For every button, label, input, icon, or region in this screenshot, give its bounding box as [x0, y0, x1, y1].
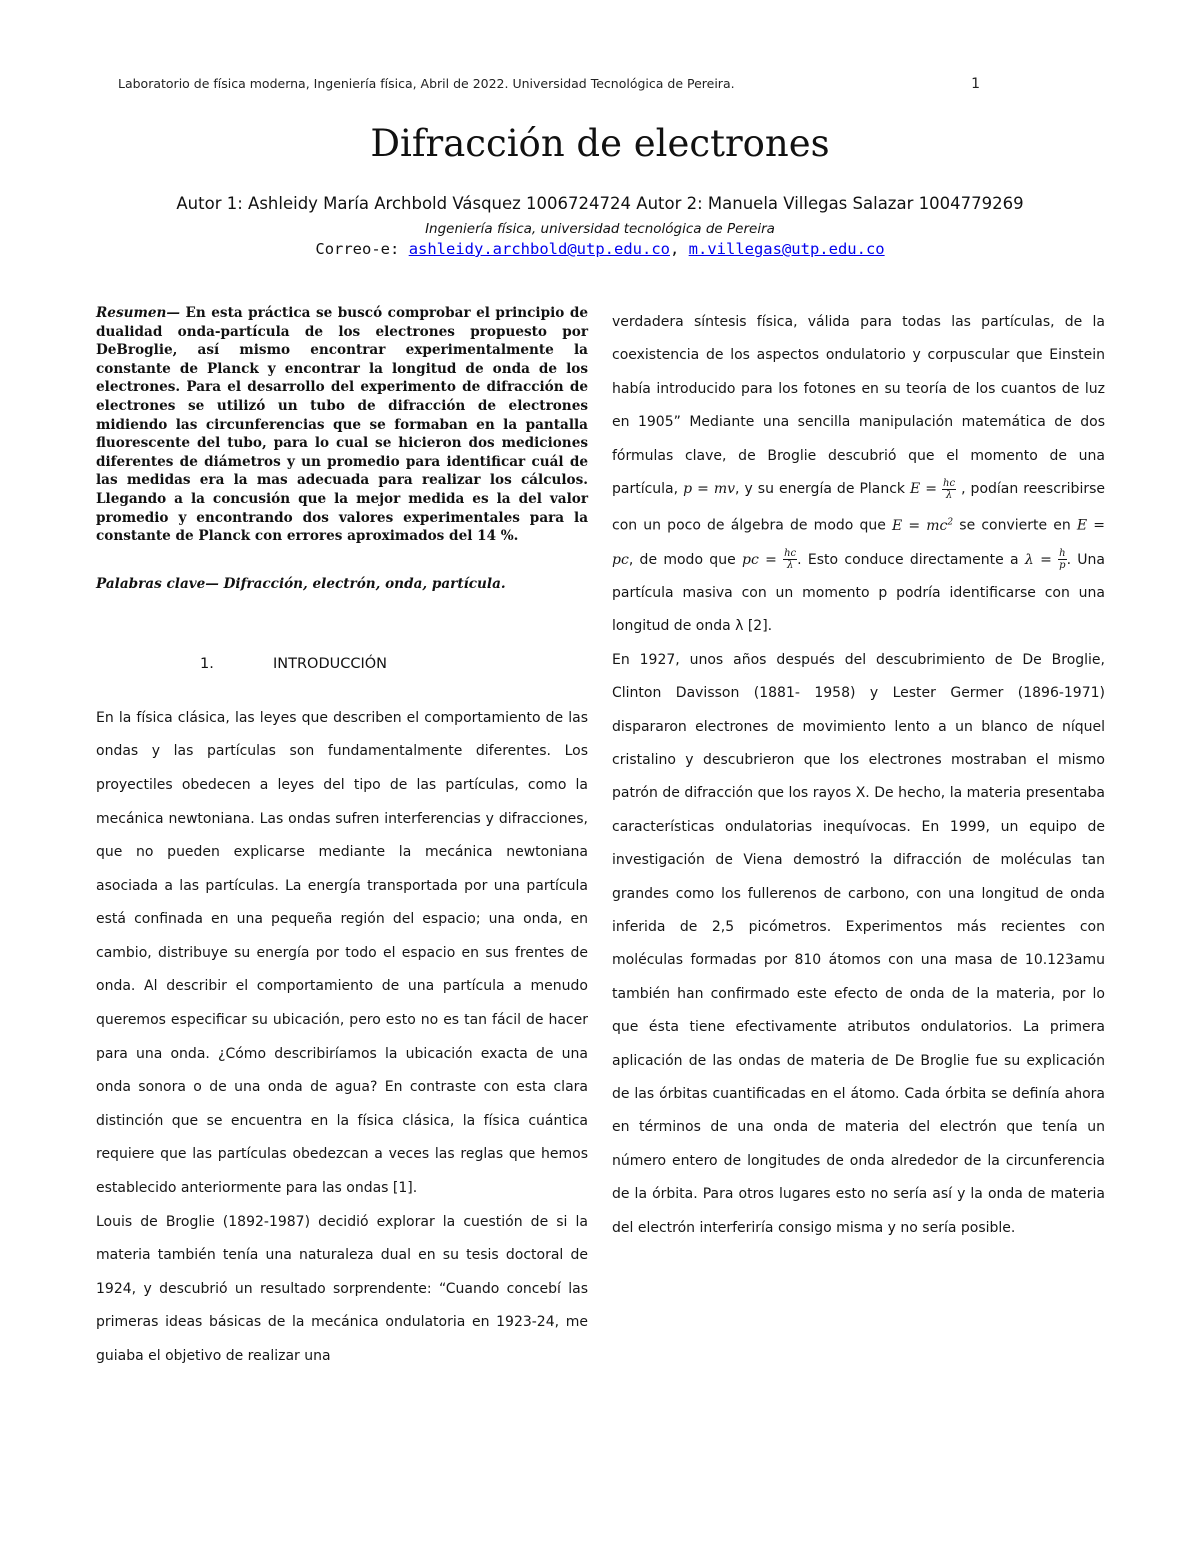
fraction-numerator: hc: [943, 477, 956, 489]
left-column: [96, 304, 588, 1374]
right-column: [612, 306, 1105, 1245]
right-paragraph-2: En 1927, unos años después del descubrimiento de De Broglie, Clinton Davisson (1881- 1958) y Lester Germer (1896-1971) dispararon electrones de movimiento lento a un blanco de níquel cristalino y descubrieron que los electrones mostraban el mismo patrón de difracción que los rayos X. De hecho, la materia presentaba características ondulatorias inequívocas. En 1999, un equipo de investigación de Viena demostró la difracción de moléculas tan grandes como los fullerenos de carbono, con una longitud de onda inferida de 2,5 picómetros. Experimentos más recientes con moléculas formadas por 810 átomos con una masa de 10.123amu también han confirmado este efecto de onda de la materia, por lo que ésta tiene efectivamente atributos ondulatorios. La primera aplicación de las ondas de materia de De Broglie fue su explicación de las órbitas cuantificadas en el átomo. Cada órbita se definía ahora en términos de una onda de materia del electrón que tenía un número entero de longitudes de onda alrededor de la circunferencia de la órbita. Para otros lugares esto no sería así y la onda de materia del electrón interferiría consigo misma y no sería posible.: [612, 651, 1105, 1236]
equation-mc2-base: E = mc: [892, 518, 948, 535]
section-number: 1.: [200, 655, 214, 672]
running-header: Laboratorio de física moderna, Ingeniería física, Abril de 2022. Universidad Tecnológica de Pereira.: [118, 76, 735, 91]
fraction-numerator: h: [1059, 548, 1066, 559]
page-header: [118, 76, 980, 96]
abstract-text: En esta práctica se buscó comprobar el principio de dualidad onda-partícula de los electrones propuesto por DeBroglie, así mismo encontrar experimentalmente la constante de Planck y encontrar la longitud de onda de los electrones. Para el desarrollo del experimento de difracción de electrones se utilizó un tubo de difracción de electrones midiendo las circunferencias que se formaban en la pantalla fluorescente del tubo, para lo cual se hicieron dos mediciones diferentes de diámetros y un promedio para identificar cuál de las medidas era la mas adecuada para realizar los cálculos. Llegando a la concusión que la mejor medida es la del valor promedio y encontrando dos valores experimentales para la constante de Planck con errores aproximados del 14 %.: [96, 305, 588, 545]
affiliation-line: Ingeniería física, universidad tecnológica de Pereira: [425, 221, 775, 237]
equation-planck-lhs: E =: [910, 481, 943, 498]
equation-lambda-lhs: λ =: [1024, 551, 1059, 568]
paper-title: Difracción de electrones: [370, 122, 830, 165]
fraction-denominator: λ: [945, 489, 953, 501]
section-heading-introduccion: [96, 656, 588, 676]
text-run: verdadera síntesis física, válida para todas las partículas, de la coexistencia de los aspectos ondulatorio y corpuscular que Einstein había introducido para los fotones en su teoría de los cuantos de luz en 1905” Mediante una sencilla manipulación matemática de dos fórmulas clave, de Broglie descubrió que el momento de una partícula,: [612, 314, 1105, 498]
email-link-villegas[interactable]: m.villegas@utp.edu.co: [688, 240, 885, 258]
email-separator: ,: [669, 240, 689, 258]
keywords: Palabras clave— Difracción, electrón, onda, partícula.: [96, 575, 506, 592]
equation-E-pc: E = pc: [612, 518, 1106, 568]
text-run: . Una partícula masiva con un momento p podría identificarse con una longitud de onda λ [2].: [612, 551, 1106, 635]
section-title: INTRODUCCIÓN: [273, 655, 388, 672]
text-run: , de modo que: [628, 551, 742, 568]
text-run: , y su energía de Planck: [735, 481, 911, 498]
email-link-archbold[interactable]: ashleidy.archbold@utp.edu.co: [408, 240, 670, 258]
equation-pc-lhs: pc =: [741, 551, 784, 568]
email-line: [0, 240, 1200, 258]
right-paragraph-1: [612, 306, 1105, 644]
text-run: . Esto conduce directamente a: [797, 551, 1025, 568]
fraction-numerator: hc: [784, 548, 797, 559]
intro-paragraph-2: Louis de Broglie (1892-1987) decidió explorar la cuestión de si la materia también tenía una naturaleza dual en su tesis doctoral de 1924, y descubrió un resultado sorprendente: “Cuando concebí las primeras ideas básicas de la mecánica ondulatoria en 1923-24, me guiaba el objetivo de realizar una: [96, 1213, 588, 1364]
intro-paragraph-1: En la física clásica, las leyes que describen el comportamiento de las ondas y las partículas son fundamentalmente diferentes. Los proyectiles obedecen a leyes del tipo de las partículas, como la mecánica newtoniana. Las ondas sufren interferencias y difracciones, que no pueden explicarse mediante la mecánica newtoniana asociada a las partículas. La energía transportada por una partícula está confinada en una pequeña región del espacio; una onda, en cambio, distribuye su energía por todo el espacio en sus frentes de onda. Al describir el comportamiento de una partícula a menudo queremos especificar su ubicación, pero esto no es tan fácil de hacer para una onda. ¿Cómo describiríamos la ubicación exacta de una onda sonora o de una onda de agua? En contraste con esta clara distinción que se encuentra en la física clásica, la física cuántica requiere que las partículas obedezcan a veces las reglas que hemos establecido anteriormente para las ondas [1].: [96, 709, 588, 1197]
page-number: 1: [971, 76, 980, 92]
fraction-hc-lambda: [942, 478, 956, 501]
text-run: , podían reescribirse con un poco de álgebra de modo que: [612, 481, 1105, 535]
authors-line: Autor 1: Ashleidy María Archbold Vásquez 1006724724 Autor 2: Manuela Villegas Salazar 1004779269: [176, 194, 1024, 213]
equation-momentum: p = mv: [683, 481, 736, 498]
equation-mc2: [892, 518, 953, 534]
abstract-label: Resumen—: [96, 305, 180, 321]
email-label: Correo-e:: [315, 240, 409, 258]
fraction-denominator: λ: [786, 560, 794, 571]
fraction-hc-lambda-2: [783, 548, 797, 571]
fraction-denominator: p: [1059, 560, 1066, 571]
text-run: se convierte en: [953, 518, 1077, 535]
equation-mc2-exponent: 2: [947, 517, 954, 528]
fraction-h-p: [1058, 548, 1066, 571]
abstract: [96, 304, 588, 546]
